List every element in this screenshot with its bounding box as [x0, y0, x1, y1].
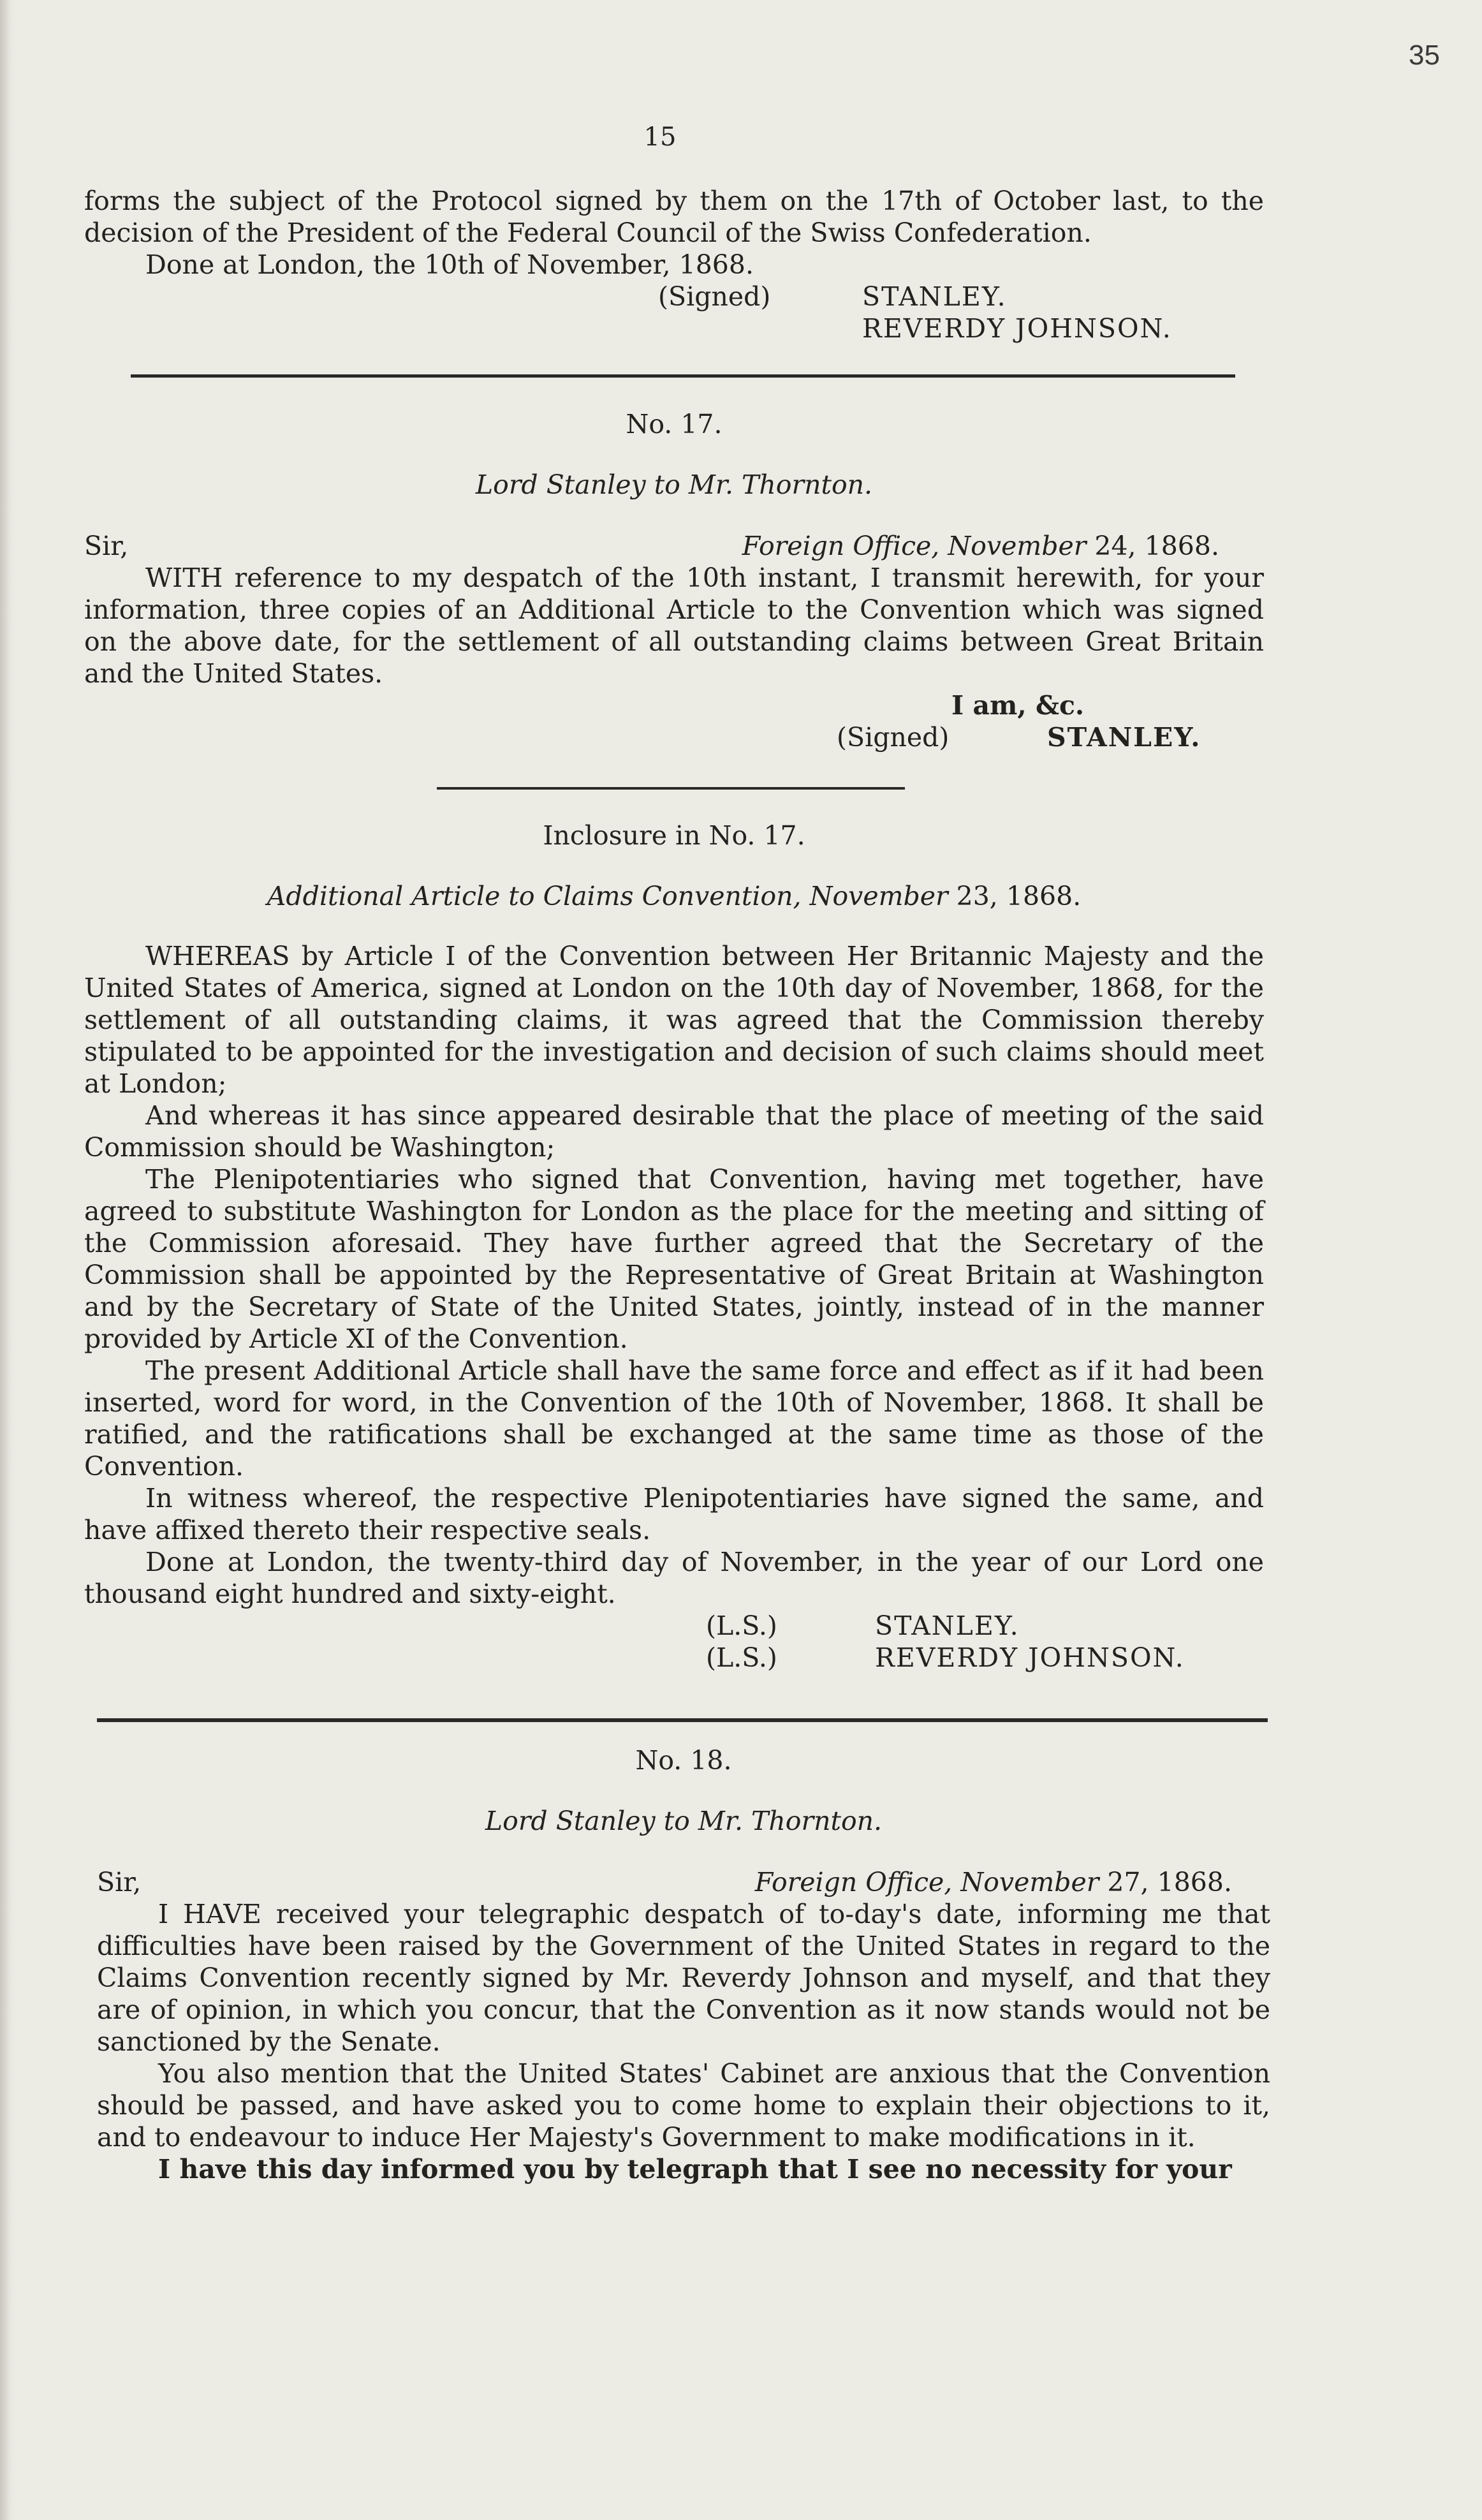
article-paragraph: WHEREAS by Article I of the Convention between Her Britannic Majesty and the United States of America, signed at London on the 10th day of November, 1868, for the settlement of all outstanding claims, it was agreed that the Commission thereby stipulated to be appointed for the investigation and decision of such claims should meet at London; — [84, 941, 1264, 1099]
inclosure-body — [84, 940, 1264, 1610]
dispatch-no-17 — [84, 408, 1264, 753]
salutation-line — [97, 1866, 1270, 1898]
dispatch-paragraph: I have this day informed you by telegraph that I see no necessity for your — [158, 2154, 1232, 2185]
inclosure-subheading-italic: Additional Article to Claims Convention, November — [267, 881, 948, 911]
salutation: Sir, — [84, 531, 129, 561]
section-rule — [131, 374, 1235, 378]
done-at-london: Done at London, the 10th of November, 1868. — [145, 249, 754, 280]
dispatch-subheading: Lord Stanley to Mr. Thornton. — [485, 1806, 883, 1836]
dateline-date: 27, 1868. — [1099, 1867, 1232, 1897]
closing: I am, &c. — [951, 690, 1085, 721]
signature-reverdy-johnson: REVERDY JOHNSON. — [862, 313, 1172, 344]
dispatch-body: WITH reference to my despatch of the 10th instant, I transmit herewith, for your information, three copies of an Additional Article to the Convention which was signed on the above date, for the settlement of all outstanding claims between Great Britain and the United States. — [84, 563, 1264, 689]
inclosure-subheading — [84, 880, 1264, 912]
salutation: Sir, — [97, 1867, 142, 1897]
section-rule-short — [437, 787, 905, 790]
top-signatures — [84, 281, 1264, 344]
dateline — [742, 530, 1219, 562]
page-spine-shadow — [0, 0, 14, 2520]
article-paragraph: The Plenipotentiaries who signed that Convention, having met together, have agreed to substitute Washington for London as the place for the meeting and sitting of the Commission aforesaid. They have further agreed that the Secretary of the Commission shall be appointed by the Representative of Great Britain at Washington and by the Secretary of State of the United States, jointly, instead of in the manner provided by Article XI of the Convention. — [84, 1164, 1264, 1354]
signature-reverdy-johnson: REVERDY JOHNSON. — [875, 1642, 1185, 1673]
signature-stanley: STANLEY. — [875, 1610, 1020, 1641]
folio-number: 15 — [643, 122, 677, 152]
dispatch-paragraph: I HAVE received your telegraphic despatch of to-day's date, informing me that difficulties have been raised by the Government of the United States in regard to the Claims Convention recently signed by Mr. Reverdy Johnson and myself, and that they are of opinion, in which you concur, that the Convention as it now stands would not be sanctioned by the Senate. — [97, 1899, 1270, 2057]
dispatch-no-18 — [97, 1744, 1270, 2185]
signed-label: (Signed) — [837, 722, 950, 753]
section-rule — [97, 1718, 1268, 1722]
inclosure-heading: Inclosure in No. 17. — [543, 820, 805, 851]
seal-label: (L.S.) — [706, 1642, 777, 1673]
dateline-place: Foreign Office, November — [754, 1867, 1099, 1897]
seal-signatures — [84, 1610, 1264, 1674]
dateline-date: 24, 1868. — [1086, 531, 1219, 561]
dispatch-heading: No. 18. — [635, 1745, 732, 1776]
signature-stanley: STANLEY. — [1047, 722, 1201, 753]
dispatch-subheading: Lord Stanley to Mr. Thornton. — [475, 469, 873, 500]
signed-label: (Signed) — [658, 281, 771, 312]
dispatch-heading: No. 17. — [626, 409, 723, 439]
dateline-place: Foreign Office, November — [742, 531, 1087, 561]
corner-page-number: 35 — [1409, 40, 1440, 71]
salutation-line — [84, 530, 1264, 562]
closing-block — [84, 689, 1264, 753]
dispatch-paragraph: You also mention that the United States' Cabinet are anxious that the Convention should be passed, and have asked you to come home to explain their objections to it, and to endeavour to induce Her Majesty's Government to make modifications in it. — [97, 2058, 1270, 2153]
article-paragraph: Done at London, the twenty-third day of November, in the year of our Lord one thousand eight hundred and sixty-eight. — [84, 1547, 1264, 1609]
article-paragraph: The present Additional Article shall have the same force and effect as if it had been inserted, word for word, in the Convention of the 10th of November, 1868. It shall be ratified, and the ratifications shall be exchanged at the same time as those of the Convention. — [84, 1355, 1264, 1482]
article-paragraph: In witness whereof, the respective Plenipotentiaries have signed the same, and have affixed thereto their respective seals. — [84, 1483, 1264, 1545]
top-paragraph: forms the subject of the Protocol signed by them on the 17th of October last, to the decision of the President of the Federal Council of the Swiss Confederation. — [84, 186, 1264, 248]
inclosure-subheading-date: 23, 1868. — [948, 881, 1082, 911]
dateline — [755, 1866, 1232, 1898]
article-paragraph: And whereas it has since appeared desirable that the place of meeting of the said Commission should be Washington; — [84, 1100, 1264, 1163]
top-continuation — [84, 185, 1264, 344]
signature-stanley: STANLEY. — [862, 281, 1007, 312]
seal-label: (L.S.) — [706, 1610, 777, 1641]
inclosure-no-17 — [84, 820, 1264, 1674]
